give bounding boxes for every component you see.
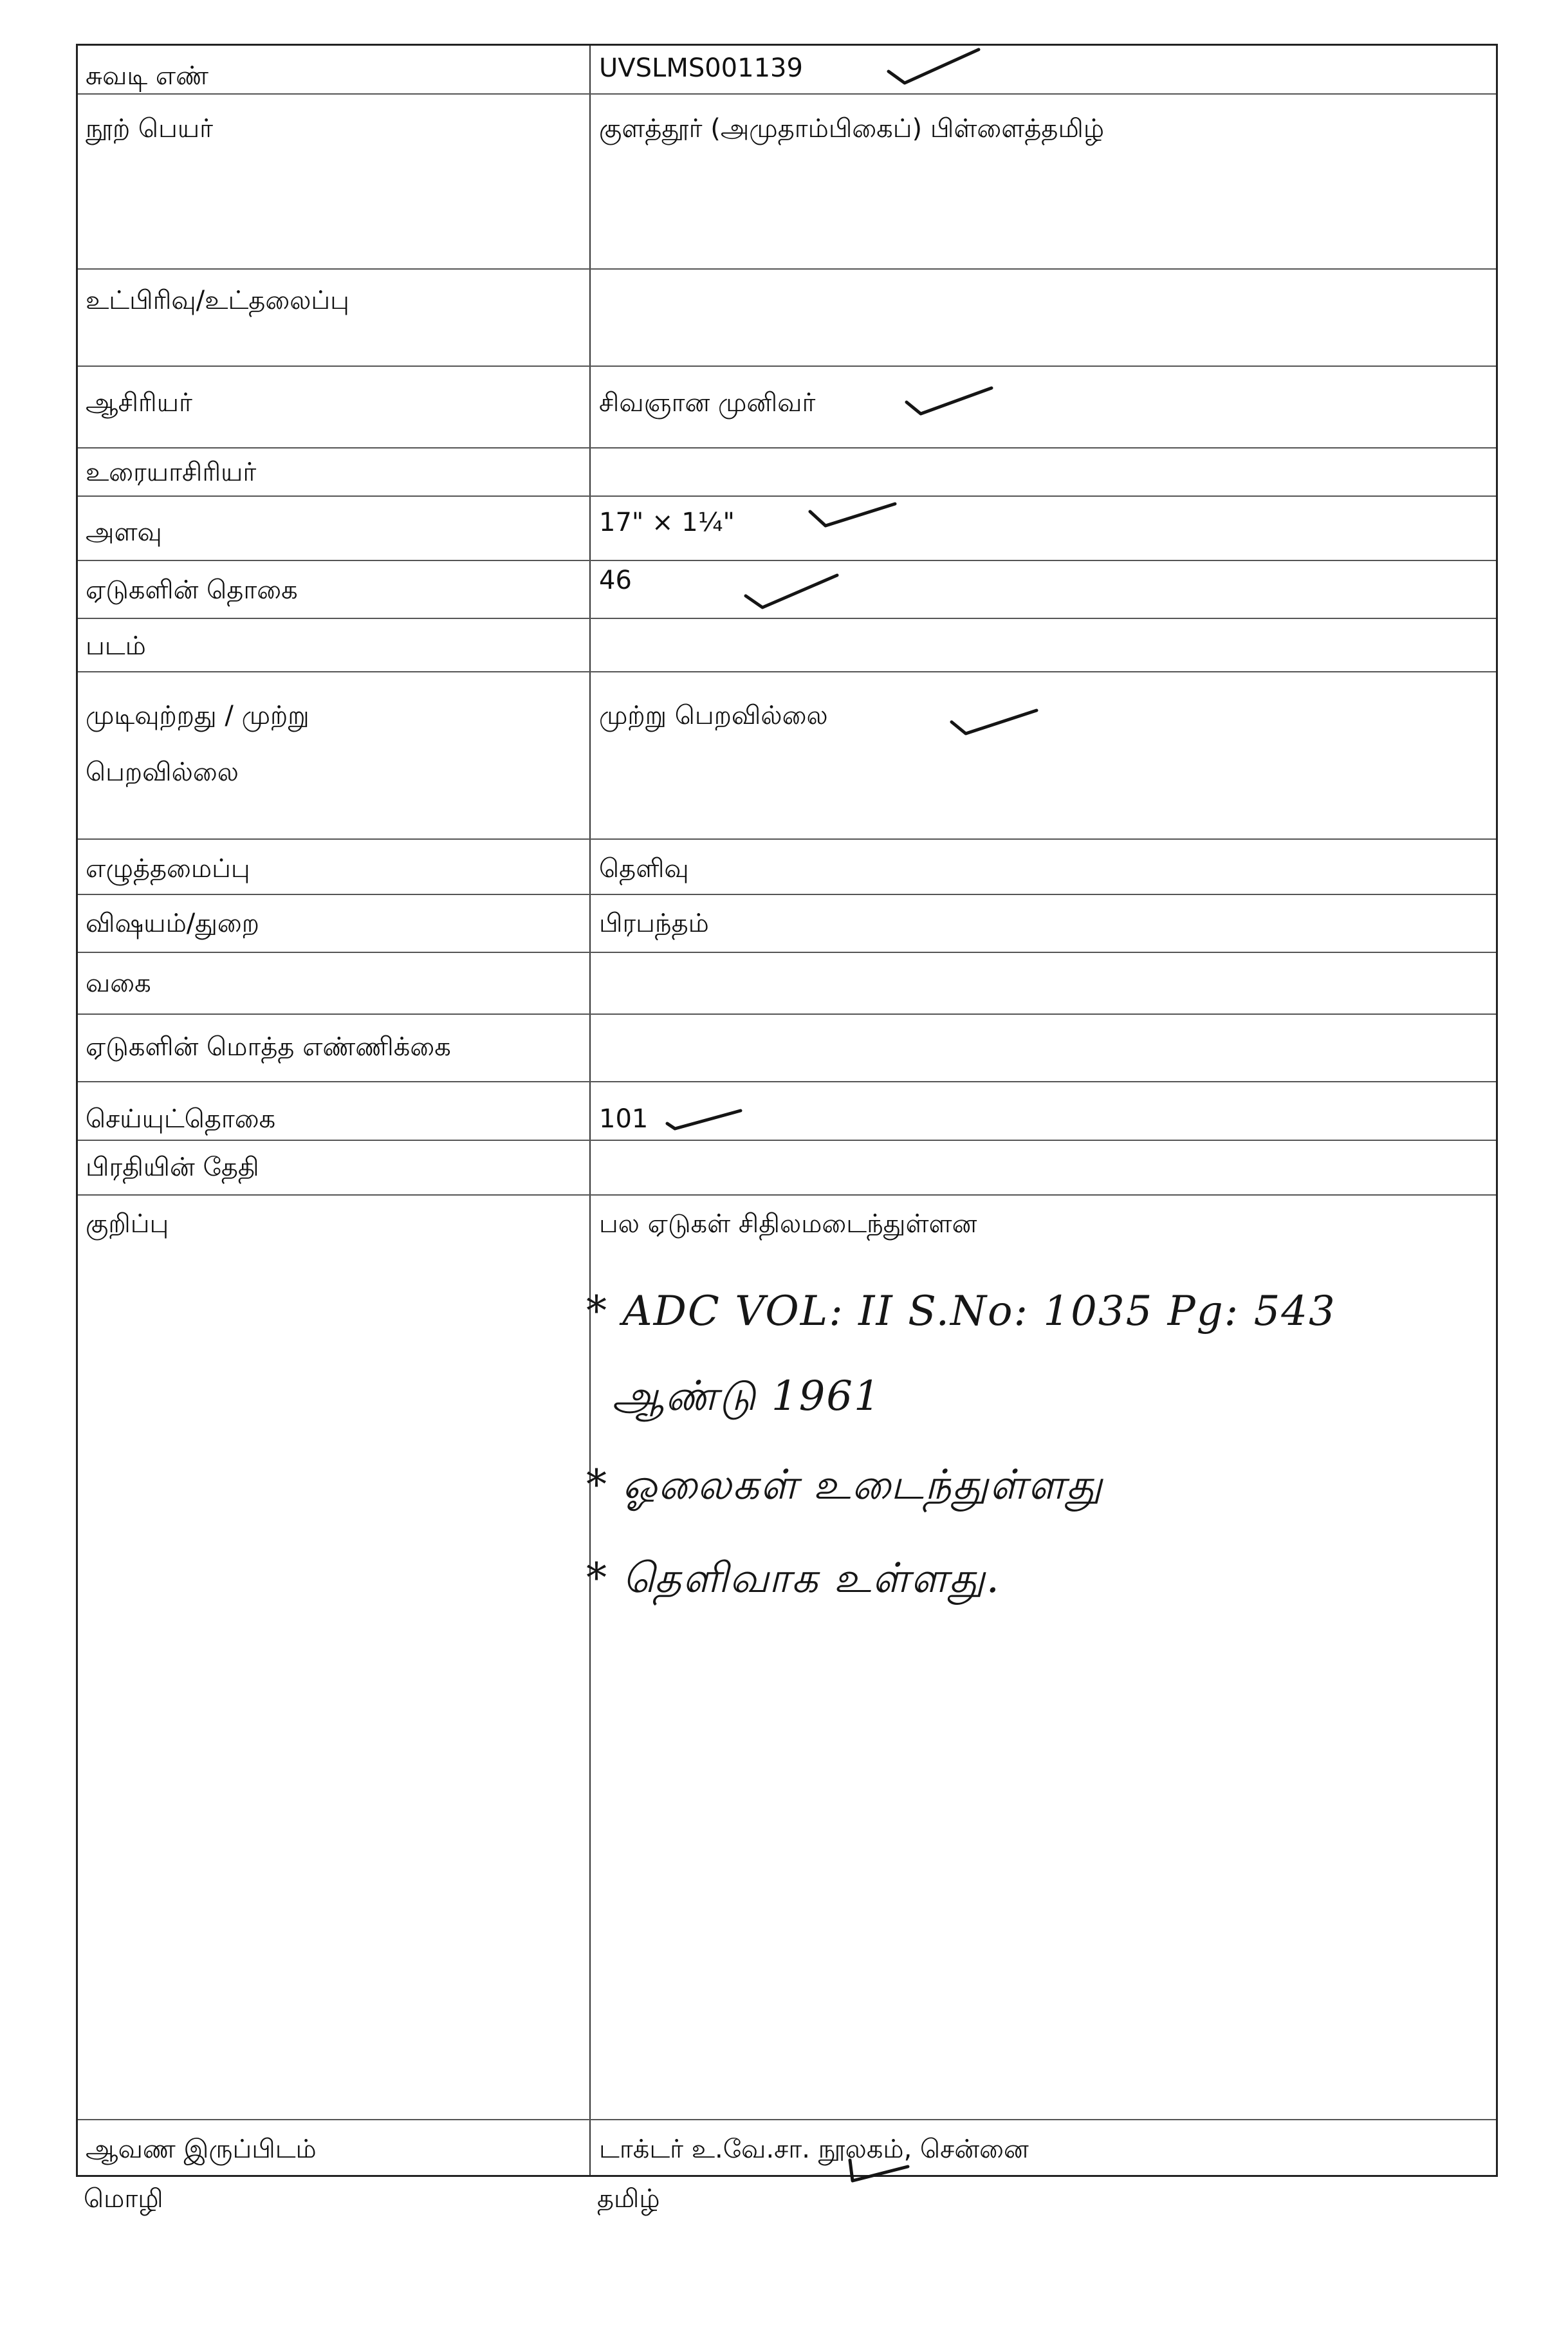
field-label-leaf-count: ஏடுகளின் தொகை	[86, 575, 298, 605]
field-value-title: குளத்தூர் (அமுதாம்பிகைப்) பிள்ளைத்தமிழ்	[599, 114, 1105, 143]
field-value-verse-count: 101	[599, 1104, 649, 1134]
field-value-script: தெளிவு	[599, 854, 689, 884]
field-value-completeness: முற்று பெறவில்லை	[599, 701, 828, 730]
row-divider	[78, 1194, 1496, 1196]
field-label-title: நூற் பெயர்	[86, 114, 214, 143]
field-label-script: எழுத்தமைப்பு	[86, 854, 250, 884]
check-mark-icon	[882, 46, 985, 91]
field-label-completeness: முடிவுற்றது / முற்று	[86, 701, 309, 730]
row-divider	[78, 838, 1496, 840]
check-mark-icon	[805, 496, 901, 535]
row-divider	[78, 1081, 1496, 1082]
field-value-subject: பிரபந்தம்	[599, 909, 709, 938]
field-label-manuscript-no: சுவடி எண்	[86, 61, 209, 91]
row-divider	[78, 447, 1496, 449]
check-mark-icon	[662, 1104, 746, 1136]
row-divider	[78, 2119, 1496, 2120]
field-label-completeness-2: பெறவில்லை	[86, 757, 239, 787]
row-divider	[78, 93, 1496, 95]
field-label-author: ஆசிரியர்	[86, 388, 192, 418]
field-value-leaf-count: 46	[599, 566, 632, 595]
row-divider	[78, 894, 1496, 895]
row-divider	[78, 618, 1496, 619]
row-divider	[78, 1013, 1496, 1015]
field-label-verse-count: செய்யுட்தொகை	[86, 1104, 276, 1134]
field-label-size: அளவு	[86, 517, 162, 547]
check-mark-icon	[741, 570, 844, 615]
field-value-size: 17" × 1¼"	[599, 508, 735, 537]
row-divider	[78, 495, 1496, 497]
handwritten-note: ஆண்டு 1961	[612, 1373, 881, 1420]
field-label-category: வகை	[86, 968, 151, 998]
field-value-author: சிவஞான முனிவர்	[599, 388, 816, 418]
metadata-form	[76, 44, 1498, 2177]
check-mark-icon	[901, 380, 998, 419]
field-label-copy-date: பிரதியின் தேதி	[86, 1152, 259, 1182]
row-divider	[78, 365, 1496, 367]
handwritten-note: * ஓலைகள் உடைந்துள்ளது	[586, 1461, 1103, 1509]
row-divider	[78, 268, 1496, 270]
handwritten-note: * தெளிவாக உள்ளது.	[586, 1555, 1001, 1602]
field-label-commentator: உரையாசிரியர்	[86, 458, 257, 487]
row-divider	[78, 1140, 1496, 1141]
field-label-subject: விஷயம்/துறை	[86, 909, 259, 938]
field-label-notes: குறிப்பு	[86, 1209, 169, 1239]
field-value-notes: பல ஏடுகள் சிதிலமடைந்துள்ளன	[599, 1209, 977, 1239]
row-divider	[78, 671, 1496, 672]
field-label-repository: ஆவண இருப்பிடம்	[86, 2134, 317, 2164]
field-value-manuscript-no: UVSLMS001139	[599, 53, 803, 83]
field-label-total-leaves: ஏடுகளின் மொத்த எண்ணிக்கை	[86, 1032, 451, 1062]
field-value-language: தமிழ்	[597, 2184, 660, 2214]
handwritten-note: * ADC VOL: II S.No: 1035 Pg: 543	[586, 1288, 1336, 1335]
field-label-language: மொழி	[84, 2184, 163, 2214]
row-divider	[78, 560, 1496, 561]
check-mark-icon	[946, 705, 1043, 741]
check-mark-icon	[844, 2151, 914, 2187]
row-divider	[78, 952, 1496, 953]
field-label-illustration: படம்	[86, 631, 146, 661]
field-label-subtitle: உட்பிரிவு/உட்தலைப்பு	[86, 286, 349, 315]
field-value-repository: டாக்டர் உ.வே.சா. நூலகம், சென்னை	[599, 2134, 1029, 2164]
